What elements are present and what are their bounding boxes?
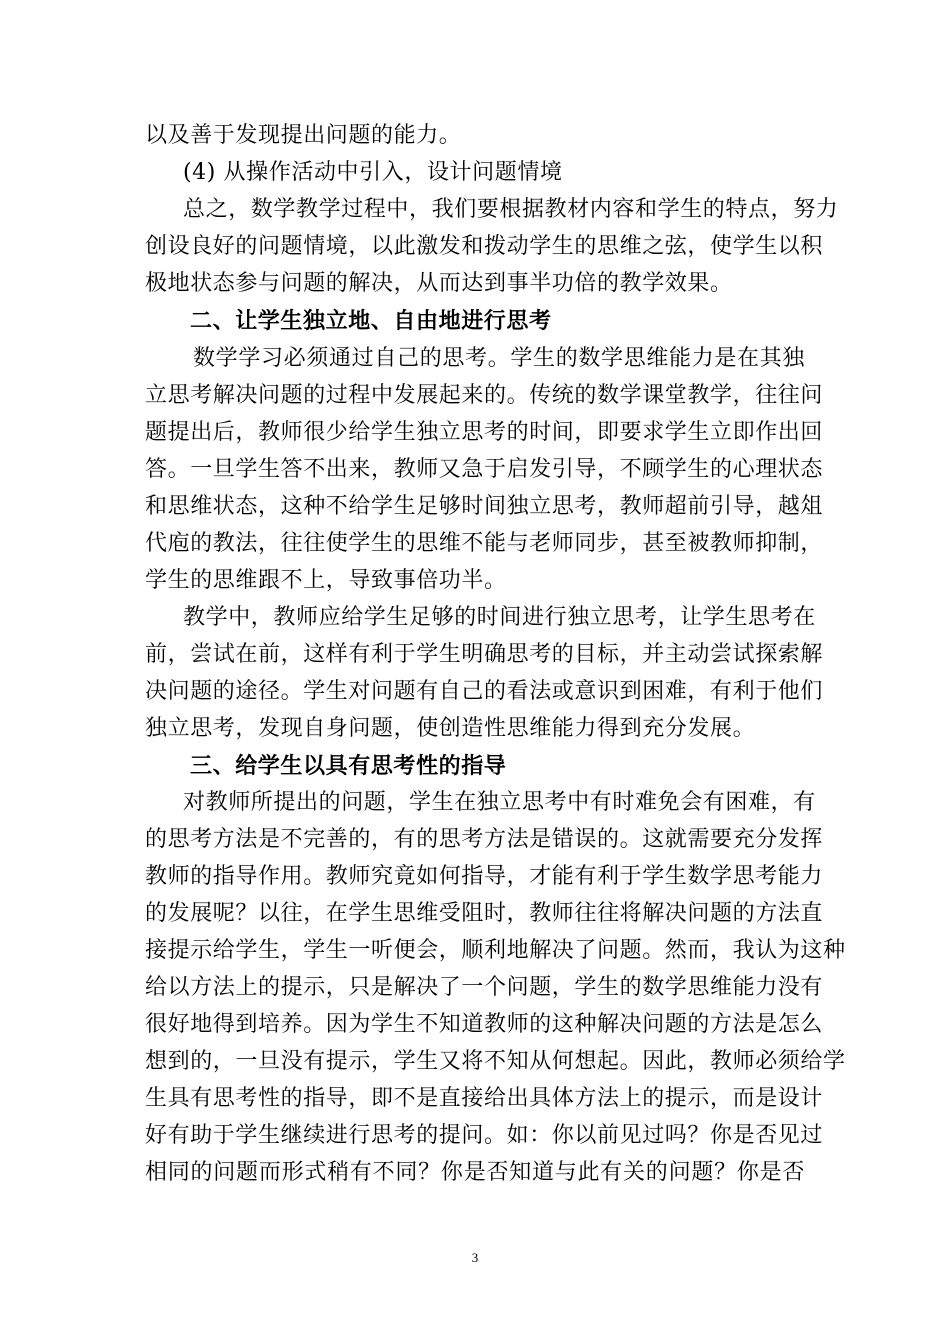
paragraph-line: 和思维状态，这种不给学生足够时间独立思考，教师超前引导，越俎 (145, 494, 824, 519)
paragraph-line: 对教师所提出的问题，学生在独立思考中有时难免会有困难，有 (183, 790, 816, 815)
paragraph-line: 数学学习必须通过自己的思考。学生的数学思维能力是在其独 (193, 346, 805, 371)
paragraph-line: 生具有思考性的指导，即不是直接给出具体方法上的提示，而是设计 (145, 1086, 824, 1111)
summary-line: 总之，数学教学过程中，我们要根据教材内容和学生的特点，努力 (183, 197, 839, 222)
paragraph-line: 教师的指导作用。教师究竟如何指导，才能有利于学生数学思考能力 (145, 864, 824, 889)
section-heading-3: 三、给学生以具有思考性的指导 (190, 753, 507, 779)
paragraph-line: 答。一旦学生答不出来，教师又急于启发引导，不顾学生的心理状态 (145, 457, 824, 482)
body-text-line: 以及善于发现提出问题的能力。 (145, 123, 462, 148)
paragraph-line: 决问题的途径。学生对问题有自己的看法或意识到困难，有利于他们 (145, 679, 824, 704)
paragraph-line: 想到的，一旦没有提示，学生又将不知从何想起。因此，教师必须给学 (145, 1049, 846, 1074)
list-item-4: (4) 从操作活动中引入，设计问题情境 (183, 160, 563, 185)
paragraph-line: 好有助于学生继续进行思考的提问。如：你以前见过吗？你是否见过 (145, 1123, 824, 1148)
paragraph-line: 相同的问题而形式稍有不同？你是否知道与此有关的问题？你是否 (145, 1160, 805, 1185)
page-number: 3 (471, 1250, 479, 1265)
paragraph-line: 题提出后，教师很少给学生独立思考的时间，即要求学生立即作出回 (145, 420, 824, 445)
paragraph-line: 给以方法上的提示，只是解决了一个问题，学生的数学思维能力没有 (145, 975, 824, 1000)
paragraph-line: 独立思考，发现自身问题，使创造性思维能力得到充分发展。 (145, 716, 756, 741)
paragraph-line: 立思考解决问题的过程中发展起来的。传统的数学课堂教学，往往问 (145, 383, 824, 408)
paragraph-line: 教学中，教师应给学生足够的时间进行独立思考，让学生思考在 (183, 605, 816, 630)
paragraph-line: 接提示给学生，学生一听便会，顺利地解决了问题。然而，我认为这种 (145, 938, 846, 963)
paragraph-line: 的发展呢？以往，在学生思维受阻时，教师往往将解决问题的方法直 (145, 901, 824, 926)
paragraph-line: 很好地得到培养。因为学生不知道教师的这种解决问题的方法是怎么 (145, 1012, 824, 1037)
section-heading-2: 二、让学生独立地、自由地进行思考 (190, 308, 552, 334)
summary-line: 极地状态参与问题的解决，从而达到事半功倍的教学效果。 (145, 271, 733, 296)
paragraph-line: 的思考方法是不完善的，有的思考方法是错误的。这就需要充分发挥 (145, 827, 824, 852)
summary-line: 创设良好的问题情境，以此激发和拨动学生的思维之弦，使学生以积 (145, 234, 824, 259)
paragraph-line: 前，尝试在前，这样有利于学生明确思考的目标，并主动尝试探索解 (145, 642, 824, 667)
paragraph-line: 代庖的教法，往往使学生的思维不能与老师同步，甚至被教师抑制， (145, 531, 824, 556)
paragraph-line: 学生的思维跟不上，导致事倍功半。 (145, 568, 507, 593)
